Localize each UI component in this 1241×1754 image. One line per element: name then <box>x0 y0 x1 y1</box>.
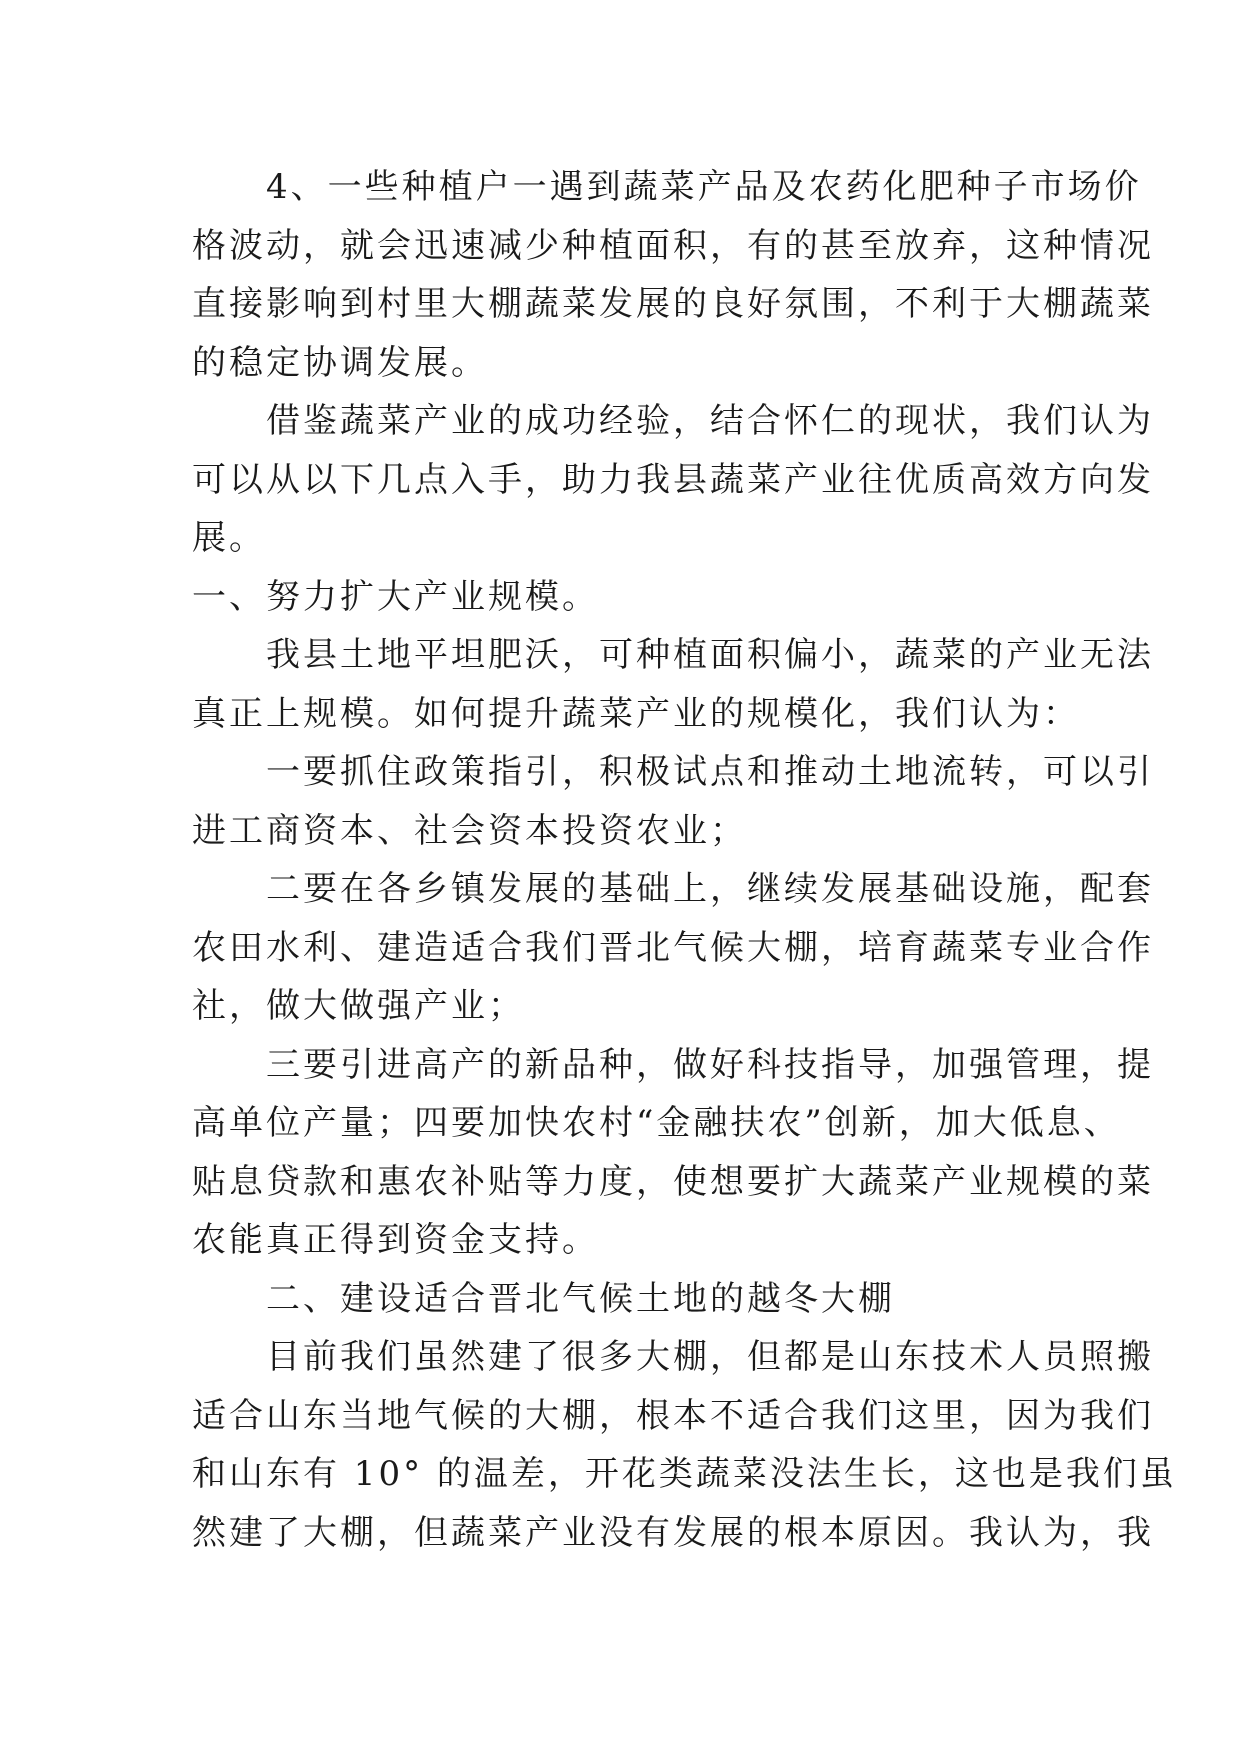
text-line: 适合山东当地气候的大棚，根本不适合我们这里，因为我们 <box>192 1395 1154 1436</box>
text-line: 展。 <box>192 518 266 558</box>
text-line: 农能真正得到资金支持。 <box>192 1220 599 1260</box>
section-heading: 一、努力扩大产业规模。 <box>192 576 599 617</box>
text-line: 进工商资本、社会资本投资农业； <box>192 810 747 851</box>
text-line: 和山东有 10° 的温差，开花类蔬菜没法生长，这也是我们虽 <box>192 1454 1177 1494</box>
text-line: 4、一些种植户一遇到蔬菜产品及农药化肥种子市场价 <box>192 167 1142 207</box>
text-line: 高单位产量；四要加快农村“金融扶农”创新，加大低息、 <box>192 1103 1121 1143</box>
text-line: 目前我们虽然建了很多大棚，但都是山东技术人员照搬 <box>192 1337 1154 1377</box>
text-line: 格波动，就会迅速减少种植面积，有的甚至放弃，这种情况 <box>192 225 1154 266</box>
section-heading: 二、建设适合晋北气候土地的越冬大棚 <box>192 1278 895 1319</box>
text-line: 农田水利、建造适合我们晋北气候大棚，培育蔬菜专业合作 <box>192 927 1154 968</box>
text-line: 然建了大棚，但蔬菜产业没有发展的根本原因。我认为，我 <box>192 1512 1154 1553</box>
text-line: 可以从以下几点入手，助力我县蔬菜产业往优质高效方向发 <box>192 459 1154 500</box>
text-line: 一要抓住政策指引，积极试点和推动土地流转，可以引 <box>192 752 1154 792</box>
text-line: 贴息贷款和惠农补贴等力度，使想要扩大蔬菜产业规模的菜 <box>192 1161 1154 1202</box>
text-line: 二要在各乡镇发展的基础上，继续发展基础设施，配套 <box>192 869 1154 909</box>
text-line: 三要引进高产的新品种，做好科技指导，加强管理，提 <box>192 1044 1154 1085</box>
text-line: 直接影响到村里大棚蔬菜发展的良好氛围，不利于大棚蔬菜 <box>192 284 1154 324</box>
text-line: 借鉴蔬菜产业的成功经验，结合怀仁的现状，我们认为 <box>192 401 1154 441</box>
document-body <box>192 158 1177 1562</box>
text-line: 我县土地平坦肥沃，可种植面积偏小，蔬菜的产业无法 <box>192 635 1154 675</box>
text-line: 真正上规模。如何提升蔬菜产业的规模化，我们认为： <box>192 693 1080 734</box>
text-line: 社，做大做强产业； <box>192 986 525 1026</box>
text-line: 的稳定协调发展。 <box>192 342 488 383</box>
